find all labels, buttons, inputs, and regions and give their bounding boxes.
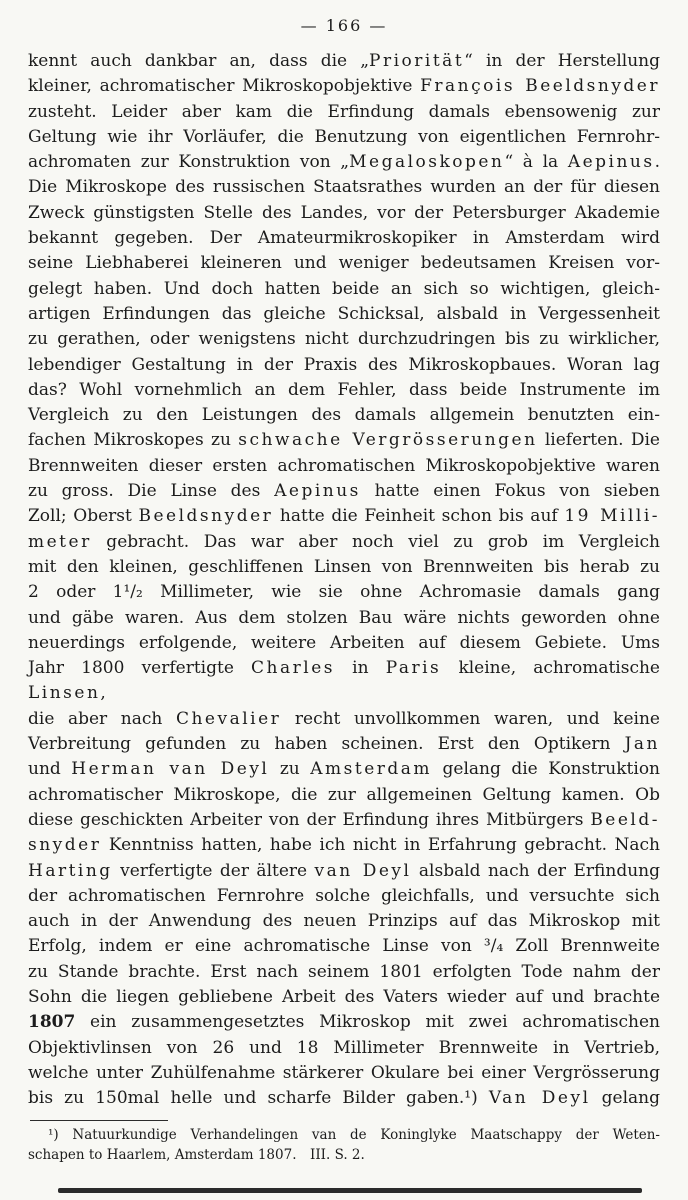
text-line: [28, 504, 660, 529]
text-segment: snyder: [28, 835, 102, 856]
text-segment: schwache Vergrösserungen: [238, 430, 538, 451]
text-segment: “ à la: [504, 152, 568, 173]
text-line: [28, 530, 660, 555]
text-segment: Die Mikroskope des russischen Staatsrathes wurden an der für diesen: [28, 177, 660, 198]
text-segment: Zweck günstigsten Stelle des Landes, vor der Petersburger Akademie: [28, 202, 660, 223]
text-line: [28, 1036, 660, 1061]
text-segment: Aepinus: [567, 152, 655, 173]
text-segment: Chevalier: [175, 708, 282, 729]
text-line: [28, 150, 660, 175]
text-segment: Beeldsnyder: [138, 506, 274, 527]
text-segment: Beeld-: [590, 809, 660, 830]
text-line: [28, 327, 660, 352]
text-segment: lieferten. Die: [537, 430, 660, 451]
text-segment: .: [654, 152, 660, 173]
page-number: — 166 —: [300, 16, 388, 35]
text-segment: 1807: [28, 1012, 76, 1033]
text-segment: Charles: [251, 658, 335, 679]
text-segment: bis zu 150mal helle und scharfe Bilder gaben.¹): [28, 1088, 489, 1109]
text-segment: zu gerathen, oder wenigstens nicht durchzudringen bis zu wirklicher,: [28, 329, 660, 350]
text-segment: Linsen,: [28, 683, 109, 704]
text-segment: 19 Milli-: [564, 506, 660, 527]
text-line: [28, 428, 660, 453]
text-line: [28, 909, 660, 934]
text-segment: gelang die Konstruktion: [432, 759, 661, 780]
text-segment: bekannt gegeben. Der Amateurmikroskopiker in Amsterdam wird: [28, 228, 660, 249]
text-line: [28, 1086, 660, 1111]
text-line: [28, 1146, 660, 1166]
text-segment: Amsterdam: [310, 759, 433, 780]
text-segment: seine Liebhaberei kleineren und weniger bedeutsamen Kreisen vor-: [28, 253, 660, 274]
text-segment: verfertigte der ältere: [112, 860, 315, 881]
text-segment: ein zusammengesetztes Mikroskop mit zwei achromatischen: [75, 1012, 660, 1033]
text-segment: ¹) Natuurkundige Verhandelingen van de Koninglyke Maatschappy der Weten-: [48, 1127, 660, 1144]
text-segment: Verbreitung gefunden zu haben scheinen. Erst den Optikern: [28, 734, 625, 755]
text-line: [28, 1126, 660, 1146]
text-segment: alsbald nach der Erfindung: [411, 860, 661, 881]
text-segment: lebendiger Gestaltung in der Praxis des Mikroskopbaues. Woran lag: [28, 354, 660, 375]
text-segment: artigen Erfindungen das gleiche Schicksal, alsbald in Vergessenheit: [28, 303, 660, 324]
text-segment: 2 oder 1¹/₂ Millimeter, wie sie ohne Achromasie damals gang: [28, 582, 660, 603]
text-segment: Herman van Deyl: [71, 759, 270, 780]
text-segment: meter: [28, 531, 92, 552]
text-segment: Zoll; Oberst: [28, 506, 139, 527]
text-line: [28, 49, 660, 74]
text-line: [28, 833, 660, 858]
text-segment: gelang: [590, 1088, 661, 1109]
text-segment: hatte die Feinheit schon bis auf: [273, 506, 565, 527]
text-line: [28, 783, 660, 808]
text-segment: François Beeldsnyder: [420, 76, 660, 97]
text-segment: Van Deyl: [488, 1088, 591, 1109]
text-segment: in: [335, 658, 386, 679]
text-line: [28, 277, 660, 302]
text-segment: Jahr 1800 verfertigte: [28, 658, 252, 679]
text-line: [28, 353, 660, 378]
text-segment: neuerdings erfolgende, weitere Arbeiten auf diesem Gebiete. Ums: [28, 632, 660, 653]
text-line: [28, 74, 660, 99]
text-line: [28, 757, 660, 782]
footnote-rule: [30, 1120, 168, 1121]
text-line: [28, 125, 660, 150]
text-line: [28, 251, 660, 276]
text-segment: Priorität: [369, 51, 465, 71]
text-segment: Sohn die liegen gebliebene Arbeit des Vaters wieder auf und brachte: [28, 986, 660, 1007]
text-segment: Vergleich zu den Leistungen des damals allgemein benutzten ein-: [28, 405, 660, 426]
text-segment: Objektivlinsen von 26 und 18 Millimeter Brennweite in Vertrieb,: [28, 1037, 660, 1058]
text-segment: hatte einen Fokus von sieben: [360, 481, 660, 502]
text-line: [28, 732, 660, 757]
text-segment: und: [28, 759, 72, 780]
text-segment: auch in der Anwendung des neuen Prinzips auf das Mikroskop mit: [28, 911, 660, 932]
text-line: [28, 985, 660, 1010]
text-segment: diese geschickten Arbeiter von der Erfindung ihres Mitbürgers: [28, 809, 591, 830]
text-segment: Harting: [28, 860, 113, 881]
text-segment: recht unvollkommen waren, und keine: [281, 708, 660, 729]
text-line: [28, 378, 660, 403]
text-line: [28, 201, 660, 226]
text-line: [28, 1061, 660, 1086]
text-segment: Erfolg, indem er eine achromatische Linse von ³/₄ Zoll Brennweite: [28, 936, 660, 957]
text-segment: van Deyl: [314, 860, 412, 881]
text-line: [28, 934, 660, 959]
text-line: [28, 454, 660, 479]
text-segment: zu Stande brachte. Erst nach seinem 1801 erfolgten Tode nahm der: [28, 961, 660, 982]
text-segment: gebracht. Das war aber noch viel zu grob im Vergleich: [91, 531, 660, 552]
text-line: [28, 656, 660, 707]
text-line: [28, 884, 660, 909]
text-line: [28, 479, 660, 504]
text-line: [28, 960, 660, 985]
text-line: [28, 555, 660, 580]
text-line: [28, 302, 660, 327]
text-line: [28, 226, 660, 251]
text-segment: die aber nach: [28, 708, 176, 729]
text-segment: das? Wohl vornehmlich an dem Fehler, dass beide Instrumente im: [28, 379, 660, 400]
text-segment: kennt auch dankbar an, dass die „: [28, 51, 370, 71]
text-segment: gelegt haben. Und doch hatten beide an sich so wichtigen, gleich-: [28, 278, 660, 299]
text-segment: der achromatischen Fernrohre solche gleichfalls, und versuchte sich: [28, 885, 660, 906]
footnote-text: [28, 1126, 660, 1165]
text-segment: achromatischer Mikroskope, die zur allgemeinen Geltung kamen. Ob: [28, 784, 660, 805]
text-line: [28, 808, 660, 833]
text-line: [28, 1010, 660, 1035]
text-line: [28, 403, 660, 428]
text-line: [28, 100, 660, 125]
scan-artifact-line: [58, 1188, 642, 1193]
text-segment: achromaten zur Konstruktion von „: [28, 152, 350, 173]
text-segment: und gäbe waren. Aus dem stolzen Bau wäre nichts geworden ohne: [28, 607, 660, 628]
text-segment: kleine, achromatische: [441, 658, 660, 679]
text-line: [28, 631, 660, 656]
text-segment: zu: [269, 759, 311, 780]
body-text: [28, 49, 660, 1111]
text-line: [28, 606, 660, 631]
text-segment: zu gross. Die Linse des: [28, 481, 275, 502]
text-segment: Geltung wie ihr Vorläufer, die Benutzung von eigentlichen Fernrohr-: [28, 126, 660, 147]
text-segment: Kenntniss hatten, habe ich nicht in Erfahrung gebracht. Nach: [101, 835, 660, 856]
text-line: [28, 580, 660, 605]
text-line: [28, 175, 660, 200]
text-segment: mit den kleinen, geschliffenen Linsen von Brennweiten bis herab zu: [28, 556, 660, 577]
text-segment: Megaloskopen: [349, 152, 505, 173]
text-segment: Paris: [385, 658, 442, 679]
text-segment: Brennweiten dieser ersten achromatischen Mikroskopobjektive waren: [28, 455, 660, 476]
text-segment: Jan: [624, 734, 660, 755]
text-segment: welche unter Zuhülfenahme stärkerer Okulare bei einer Vergrösserung: [28, 1062, 660, 1083]
text-segment: kleiner, achromatischer Mikroskopobjektive: [28, 76, 421, 97]
text-segment: fachen Mikroskopes zu: [28, 430, 239, 451]
text-line: [28, 707, 660, 732]
text-line: [28, 859, 660, 884]
text-segment: Aepinus: [274, 481, 361, 502]
text-segment: schapen to Haarlem, Amsterdam 1807. III. S. 2.: [28, 1146, 365, 1163]
text-segment: “ in der Herstellung: [464, 51, 661, 71]
text-segment: zusteht. Leider aber kam die Erfindung damals ebensowenig zur: [28, 101, 660, 122]
